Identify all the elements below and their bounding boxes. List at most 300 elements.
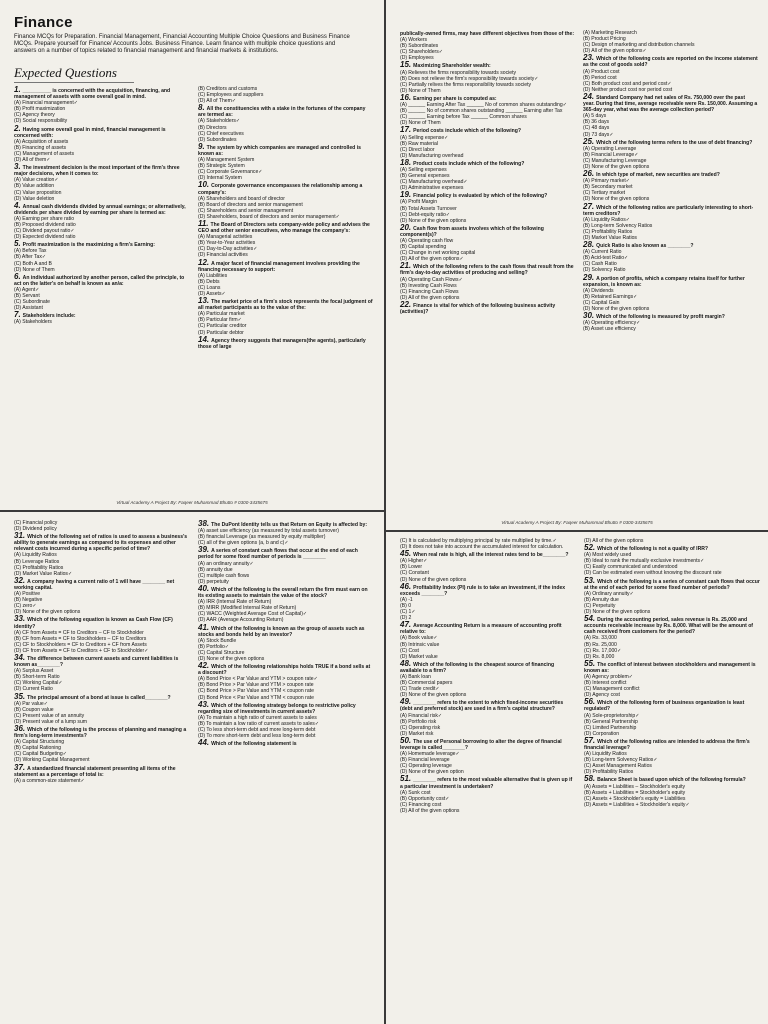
answer-option: (B) Assets + Liabilities = Stockholder's equity — [584, 789, 686, 796]
question-number: 52. — [584, 543, 596, 553]
question-item — [14, 762, 190, 784]
answer-option: (C) Operating leverage — [400, 763, 452, 770]
question-text: 47. Average Accounting Return is a measure of accounting profit relative to: — [400, 620, 562, 636]
answer-option: (C) Trade credit✓ — [400, 686, 440, 693]
question-item — [584, 699, 760, 737]
answer-option: (D) Dividend policy — [14, 526, 57, 533]
answer-option: (D) Rs. 8,000 — [584, 653, 615, 660]
question-number: 36. — [14, 724, 26, 733]
question-item — [198, 86, 374, 104]
answer-option: (A) Par value✓ — [14, 700, 48, 707]
document-page-3 — [0, 512, 384, 1024]
answer-option: (C) ______ Earning before Tax ______ Common shares — [400, 114, 527, 121]
answer-option: (D) All of the given options✓ — [583, 48, 647, 55]
answer-option: (B) Short-term Ratio — [14, 674, 60, 681]
question-text: 9. The system by which companies are managed and controlled is known as: — [198, 141, 361, 157]
answer-option: (C) Design of marketing and distribution channels — [583, 42, 695, 49]
answer-option: (D) Agency cost — [584, 692, 620, 699]
answer-option: (C) Capital Structure — [198, 649, 245, 656]
question-item — [198, 105, 374, 143]
answer-option: (B) Directors — [198, 124, 227, 131]
question-number: 34. — [14, 652, 26, 662]
question-number: 26. — [583, 169, 595, 179]
question-number: 44. — [198, 738, 210, 748]
answer-option: (B) Proposed dividend ratio — [14, 221, 76, 228]
question-text: 49. ________ refers to the extent to which fixed-income securities (debt and preferred stock) are used in a firm's capital structure? — [400, 697, 564, 713]
question-number: 42. — [198, 661, 210, 671]
question-item — [14, 241, 190, 272]
question-number: 25. — [583, 136, 595, 146]
answer-option: (D) None of the given options — [400, 576, 467, 583]
answer-option: (A) Capital Structuring — [14, 739, 65, 746]
answer-option: (A) Liabilities — [198, 272, 228, 279]
answer-option: (C) Chief executives — [198, 130, 244, 137]
question-item — [584, 776, 760, 807]
answer-option: (A) Particular market — [198, 311, 245, 318]
question-number: 28. — [583, 240, 595, 250]
answer-option: (C) Management conflict — [584, 686, 640, 693]
answer-option: (B) 36 days — [583, 119, 610, 126]
answer-option: (C) CF to Stockholders = CF to Creditors + CF from Assets — [14, 641, 147, 648]
answer-option: (B) Acid-test Ratio✓ — [583, 255, 629, 262]
question-item — [584, 735, 760, 776]
question-item — [14, 200, 190, 241]
question-text: 40. Which of the following is the overall return the firm must earn on its existing assets to maintain the value of the stock? — [198, 583, 368, 600]
answer-option: (A) Stock Bundle — [198, 637, 237, 644]
question-item — [400, 62, 575, 93]
answer-option: (D) None of the given options — [583, 306, 650, 313]
question-text: 57. Which of the following ratios are intended to address the firm's financial leverage? — [584, 735, 750, 751]
answer-option: (B) To maintain a low ratio of current assets to sales✓ — [198, 720, 320, 727]
answer-option: (B) Creditors and customs — [198, 86, 258, 92]
question-text: 51. ________ refers to the most valuable alternative that is given up if a particular investment is undertaken? — [400, 774, 573, 790]
answer-option: (C) Financial policy — [14, 520, 58, 526]
question-number: 55. — [584, 658, 596, 668]
question-item — [198, 547, 374, 585]
answer-option: (B) MIRR (Modified Internal Rate of Return) — [198, 605, 297, 612]
question-text: 21. Which of the following refers to the cash flows that result from the firm's day-to-day activities of producing and selling? — [400, 261, 574, 277]
answer-option: (B) Does not relieve the firm's responsibility towards society✓ — [400, 75, 539, 82]
question-item — [198, 699, 374, 740]
question-item — [583, 136, 758, 170]
page-title: Finance — [14, 14, 73, 31]
answer-option: (B) Particular firm✓ — [198, 317, 242, 324]
question-item — [14, 271, 190, 312]
answer-option: (A) Before Tax — [14, 248, 47, 255]
answer-option: (A) Managerial activities — [198, 234, 253, 241]
question-text: 58. Balance Sheet is based upon which of the following formula? — [584, 774, 746, 784]
answer-option: (B) Interest conflict — [584, 680, 627, 687]
answer-option: (D) None of the given options — [583, 196, 650, 203]
question-text: 7. Stakeholders include: — [14, 310, 76, 320]
answer-option: (A) Most widely used — [584, 552, 632, 559]
question-item — [198, 141, 374, 182]
answer-option: (D) Financial activities — [198, 252, 248, 259]
answer-option: (A) a common-size statement✓ — [14, 777, 85, 784]
question-text: 11. The Board of Directors sets company-wide policy and advises the CEO and other senior executives, who manage the company's: — [198, 218, 370, 235]
answer-option: (D) Internal System — [198, 175, 242, 182]
answer-option: (D) Employees — [400, 55, 434, 62]
answer-option: (A) Sunk cost — [400, 789, 431, 796]
answer-option: (C) Asset Management Ratios — [584, 763, 652, 770]
answer-option: (D) All of Them✓ — [198, 98, 237, 105]
answer-option: (D) Shareholders, board of directors and senior management✓ — [198, 213, 340, 220]
question-number: 8. — [198, 103, 205, 113]
answer-option: (B) Year-to-Year activities — [198, 240, 256, 247]
answer-option: (B) Raw material — [400, 140, 438, 147]
answer-option: (A) Relieves the firms responsibility towards society — [400, 69, 517, 76]
answer-option: (C) Partially relives the firms responsibility towards society — [400, 81, 532, 88]
answer-option: (C) Manufacturing Leverage — [583, 157, 647, 164]
question-number: 17. — [400, 125, 412, 135]
answer-option: (A) Acquisition of assets — [14, 138, 69, 145]
answer-option: (C) 48 days — [583, 125, 610, 132]
question-text: 14. Agency theory suggests that managers(the agents), particularly those of large — [198, 334, 366, 350]
answer-option: (D) Assets✓ — [198, 291, 226, 297]
question-item — [400, 157, 575, 192]
question-item — [400, 192, 575, 223]
question-number: 51. — [400, 774, 412, 784]
question-text: 35. The principal amount of a bond at issue is called________? — [14, 691, 171, 701]
answer-option: (C) Manufacturing overhead✓ — [400, 179, 468, 186]
question-number: 47. — [400, 620, 412, 630]
question-item — [198, 740, 374, 747]
answer-option: (C) Financing Cash Flows — [400, 288, 459, 295]
answer-option: (C) all of the given options (a, b and c)✓ — [198, 540, 289, 547]
answer-option: (A) Surplus Asset — [14, 668, 54, 675]
intro-paragraph: Finance MCQs for Preparation. Financial Management, Financial Accounting Multiple Choice Questions and Business Finance MCQs. Prepare yourself for Finance/ Accounts Jobs. Business Finance. Learn finance with multiple choice questions and answers on a number of topics related to financial management and financial markets & institutions. — [14, 34, 350, 54]
question-item — [400, 735, 576, 776]
question-number: 58. — [584, 774, 596, 784]
answer-option: (C) multiple cash flows — [198, 572, 250, 579]
column-right — [198, 86, 374, 350]
answer-option: (A) Operating Cash Flows✓ — [400, 276, 463, 283]
question-text: 25. Which of the following terms refers to the use of debt financing? — [583, 136, 753, 146]
question-item — [400, 263, 575, 301]
answer-option: (C) Perpetuity — [584, 602, 616, 609]
question-text: 19. Financial policy is evaluated by which of the following? — [400, 190, 548, 200]
column-left — [14, 520, 190, 784]
answer-option: (B) Coupon value — [14, 706, 54, 713]
answer-option: (B) Portfolio✓ — [198, 643, 230, 650]
answer-option: (A) IRR (Internal Rate of Return) — [198, 599, 272, 606]
answer-option: (A) Selling expense✓ — [400, 134, 449, 141]
answer-option: (C) Both product cost and period cost✓ — [583, 80, 672, 87]
answer-option: (C) Capital Budgeting✓ — [14, 751, 67, 758]
question-item — [584, 658, 760, 699]
question-text: 45. When real rate is high, all the interest rates tend to be________? — [400, 549, 569, 559]
answer-option: (D) To more short-term debt and less long-term debt — [198, 733, 316, 740]
answer-option: (A) Dividends — [583, 287, 614, 294]
answer-option: (A) Earning per share ratio — [14, 215, 75, 222]
answer-option: (A) To maintain a high ratio of current assets to sales — [198, 714, 317, 721]
question-text: 38. The DuPont Identity tells us that Return on Equity is affected by: — [198, 519, 368, 528]
section-header: Expected Questions — [14, 65, 134, 83]
question-item — [583, 201, 758, 242]
question-item — [400, 551, 576, 582]
question-text: 43. Which of the following strategy belongs to restrictive policy regarding size of investments in current assets? — [198, 699, 356, 715]
answer-option: (D) Subordinates — [198, 136, 237, 143]
answer-option: (C) To less short-term debt and more long-term debt — [198, 727, 316, 733]
answer-option: (A) asset use efficiency (as measured by total assets turnover) — [198, 528, 339, 535]
question-text: 28. Quick Ratio is also known as ________? — [583, 240, 694, 250]
question-number: 24. — [583, 91, 595, 101]
answer-option: (D) Expected dividend ratio — [14, 234, 76, 241]
answer-option: (A) Stakeholders — [14, 319, 52, 326]
answer-option: (B) Financial Leverage✓ — [583, 151, 639, 158]
answer-option: (B) General Partnership — [584, 718, 638, 725]
answer-option: (D) None of the given options — [198, 655, 265, 662]
answer-option: (B) financial Leverage (as measured by equity multiplier) — [198, 534, 326, 541]
answer-option: (D) Market Value Ratios✓ — [14, 570, 73, 577]
answer-option: (D) 2 — [400, 615, 412, 622]
answer-option: (B) Leverage Ratios — [14, 558, 60, 565]
answer-option: (D) Manufacturing overhead — [400, 152, 464, 159]
question-item — [583, 171, 758, 202]
answer-option: (D) Working Capital Management — [14, 757, 90, 764]
question-number: 56. — [584, 697, 596, 707]
question-number: 30. — [583, 311, 595, 321]
answer-option: (C) Direct labor — [400, 146, 435, 153]
answer-option: (B) annuity due — [198, 566, 233, 573]
answer-option: (B) Commercial papers — [400, 680, 453, 687]
page-footer: Virtual Academy A Project By: Faqeer Muhammad Bhutto # 0300-3435675 — [116, 500, 268, 505]
question-number: 38. — [198, 519, 210, 528]
answer-option: (C) Dividend payout ratio✓ — [14, 228, 75, 235]
question-item — [583, 55, 758, 93]
answer-option: (B) Investing Cash Flows — [400, 282, 457, 289]
question-columns — [14, 86, 374, 350]
question-item — [198, 298, 374, 336]
answer-option: (D) None of the given options — [14, 609, 81, 616]
question-text: 56. Which of the following form of business organization is least regulated? — [584, 697, 745, 713]
answer-option: (C) Corporate Governance✓ — [198, 169, 263, 176]
question-item — [400, 699, 576, 737]
question-item — [14, 691, 190, 725]
answer-option: (D) Particular debtor — [198, 329, 244, 336]
question-item — [198, 663, 374, 701]
answer-option: (C) Financing cost — [400, 801, 442, 808]
answer-option: (A) Positive — [14, 591, 41, 598]
answer-option: (D) perpetuity — [198, 578, 229, 585]
question-item — [583, 313, 758, 332]
question-item — [198, 218, 374, 259]
question-item — [584, 575, 760, 616]
question-number: 15. — [400, 60, 412, 70]
question-item — [14, 87, 190, 125]
question-text: 23. Which of the following costs are reported on the income statement as the cost of goods sold? — [583, 53, 758, 69]
answer-option: (A) Agent✓ — [14, 286, 40, 293]
answer-option: (A) Homemade leverage✓ — [400, 751, 460, 758]
answer-option: (D) 73 days✓ — [583, 131, 614, 138]
question-text: 13. The market price of a firm's stock represents the focal judgment of all market participants as to the value of the: — [198, 296, 373, 312]
answer-option: (B) Portfolio risk — [400, 718, 437, 725]
answer-option: (A) Financial management✓ — [14, 100, 79, 107]
answer-option: (A) Agency problem✓ — [584, 673, 633, 680]
question-text: 37. A standardized financial statement presenting all items of the statement as a percentage of total is: — [14, 762, 176, 778]
question-number: 57. — [584, 735, 596, 745]
answer-option: (A) Liquidity Ratios — [14, 552, 57, 559]
question-text: 2. Having some overall goal in mind, financial management is concerned with: — [14, 123, 166, 139]
answer-option: (D) Social responsibility — [14, 118, 68, 125]
question-item — [198, 182, 374, 220]
question-text: 20. Cash flow from assets involves which of the following component(s)? — [400, 222, 544, 238]
answer-option: (D) None of the given option — [400, 769, 464, 776]
question-text: 27. Which of the following ratios are particularly interesting to short-term creditors? — [583, 201, 754, 217]
column-left — [400, 30, 575, 332]
document-page-1 — [0, 0, 384, 510]
question-item — [14, 616, 190, 654]
question-number: 3. — [14, 162, 21, 172]
answer-option: (A) Stakeholders✓ — [198, 118, 241, 125]
answer-option: (A) 5 days — [583, 113, 607, 120]
question-text: 29. A portion of profits, which a company retains itself for further expansion, is known as: — [583, 272, 745, 288]
answer-option: (B) Ideal to rank the mutually exclusive investments✓ — [584, 558, 705, 565]
answer-option: (D) Present value of a lump sum — [14, 718, 88, 725]
question-text: 44. Which of the following statement is — [198, 738, 297, 748]
question-item — [400, 658, 576, 699]
question-number: 35. — [14, 691, 26, 701]
answer-option: (B) Profit maximization — [14, 106, 66, 113]
answer-option: (D) It does not take into account the accumulated interest for calculation. — [400, 544, 564, 551]
answer-option: (B) Servant — [14, 293, 40, 299]
answer-option: (A) Higher✓ — [400, 558, 428, 565]
answer-option: (D) Profitability Ratios — [584, 769, 634, 776]
question-number: 1. — [14, 85, 21, 94]
column-left — [400, 538, 576, 814]
answer-option: (C) Present value of an annuity — [14, 712, 85, 719]
question-text: 42. Which of the following relationships holds TRUE if a bond sells at a discount? — [198, 661, 371, 677]
question-item — [14, 520, 190, 532]
answer-option: (B) Retained Earnings✓ — [583, 293, 638, 300]
answer-option: (D) All of the given options — [400, 807, 460, 814]
question-item — [14, 575, 190, 616]
question-number: 18. — [400, 157, 412, 167]
question-number: 46. — [400, 581, 412, 591]
answer-option: (B) ______ No of common shares outstanding ______ Earning after Tax — [400, 108, 563, 115]
answer-option: (C) Operating risk — [400, 724, 441, 731]
answer-option: (C) Assets + Stockholder's equity = Liabilities — [584, 795, 686, 802]
answer-option: (D) None of Them — [400, 120, 441, 127]
answer-option: (A) Primary market✓ — [583, 178, 631, 185]
question-text: 8. All the constituencies with a stake in the fortunes of the company are termed as: — [198, 103, 366, 119]
column-right — [198, 520, 374, 784]
question-number: 40. — [198, 583, 210, 593]
question-item — [14, 312, 190, 325]
question-item — [198, 521, 374, 546]
answer-option: (C) Both A and B — [14, 260, 52, 267]
question-number: 7. — [14, 310, 21, 320]
answer-option: (D) None of the given options — [583, 163, 650, 170]
question-number: 11. — [198, 218, 209, 228]
answer-option: (C) Debt-equity ratio✓ — [400, 211, 451, 218]
answer-option: (A) Product cost — [583, 68, 620, 75]
question-text: 50. The use of Personal borrowing to alter the degree of financial leverage is called________? — [400, 735, 562, 751]
answer-option: (A) Bond Price < Par Value and YTM > coupon rate✓ — [198, 676, 318, 683]
answer-option: (B) Bond Price > Par Value and YTM > coupon rate — [198, 682, 314, 689]
question-text: 39. A series of constant cash flows that occur at the end of each period for some fixed number of periods is ________ — [198, 545, 358, 561]
answer-option: (B) General expenses — [400, 173, 450, 180]
page-footer: Virtual Academy A Project By: Faqeer Muhammad Bhutto # 0300-3435675 — [501, 520, 653, 525]
answer-option: (A) Liquidity Ratios — [584, 751, 627, 758]
answer-option: (C) Subordinate — [14, 299, 50, 306]
question-text: 5. Profit maximization is the maximizing a firm's Earning: — [14, 239, 155, 249]
question-number: 21. — [400, 261, 412, 271]
answer-option: (D) Corporation — [584, 730, 620, 737]
answer-option: (C) Limited Partnership — [584, 724, 637, 731]
answer-option: (B) Lower — [400, 564, 423, 571]
question-number: 37. — [14, 762, 26, 772]
question-number: 23. — [583, 53, 595, 63]
question-item — [198, 257, 374, 298]
answer-option: (B) Period cost — [583, 74, 617, 81]
answer-option: (A) ______ Earning After Tax ______ No of common shares outstanding✓ — [400, 102, 567, 109]
question-item — [14, 164, 190, 202]
question-text: 36. Which of the following is the process of planning and managing a firm's long-term investments? — [14, 724, 187, 740]
answer-option: (B) Long-term Solvency Ratios — [583, 222, 653, 229]
question-text: 24. Standard Company had net sales of Rs. 750,000 over the past year. During that time, average receivable were Rs. 150,000. Assuming a 365-day year, what was the average collection period? — [583, 91, 758, 114]
question-text: 54. During the accounting period, sales revenue is Rs. 25,000 and accounts receivable increase by Rs. 8,000. What will be the amount of cash received from customers for the period? — [584, 614, 753, 636]
question-number: 9. — [198, 141, 205, 151]
answer-option: (C) zero✓ — [14, 603, 37, 610]
answer-option: (A) Operating efficiency✓ — [583, 320, 641, 327]
answer-option: (D) Solvency Ratio — [583, 267, 626, 274]
question-text: 32. A company having a current ratio of 1 will have ________ net working capital. — [14, 575, 175, 591]
answer-option: (B) Strategic System — [198, 163, 245, 170]
question-number: 4. — [14, 200, 21, 210]
answer-option: (C) Working Capital✓ — [14, 680, 63, 687]
answer-option: (D) CF from Assets = CF to Creditors + CF to Stockholder✓ — [14, 647, 149, 654]
answer-option: (B) Asset use efficiency — [583, 326, 636, 333]
answer-option: (B) Capital spending — [400, 244, 447, 251]
answer-option: (C) Shareholders and senior management — [198, 207, 294, 214]
question-item — [584, 616, 760, 660]
answer-option: (D) Current Ratio — [14, 686, 53, 693]
answer-option: (D) All of the given options✓ — [400, 256, 464, 263]
document-page-4 — [386, 532, 768, 1024]
answer-option: (A) an ordinary annuity✓ — [198, 560, 254, 567]
question-number: 2. — [14, 123, 21, 133]
question-item — [400, 127, 575, 158]
answer-option: (A) Marketing Research — [583, 30, 637, 36]
answer-option: (B) Rs. 25,000 — [584, 641, 617, 648]
question-columns — [400, 538, 760, 814]
question-number: 14. — [198, 334, 210, 344]
question-text: 55. The conflict of interest between stockholders and management is known as: — [584, 658, 756, 674]
question-number: 16. — [400, 92, 412, 102]
question-item — [583, 242, 758, 273]
answer-option: (B) Financing of assets — [14, 144, 67, 151]
question-number: 50. — [400, 735, 412, 745]
answer-option: (C) Profitability Ratios — [14, 564, 64, 571]
question-number: 13. — [198, 296, 210, 306]
answer-option: (B) Board of directors and senior management — [198, 201, 303, 208]
question-text: 1. __________ is concerned with the acquisition, financing, and management of assets with some overall goal in mind. — [14, 85, 171, 101]
answer-option: (A) Liquidity Ratios✓ — [583, 216, 631, 223]
answer-option: (A) Operating Leverage — [583, 145, 637, 152]
answer-option: (A) Profit Margin — [400, 199, 438, 206]
answer-option: (D) Market Value Ratios — [583, 235, 637, 241]
question-text: 33. Which of the following equation is known as Cash Flow (CF) identity? — [14, 614, 173, 630]
question-text: 3. The investment decision is the most important of the firm's three major decisions, when it comes to: — [14, 162, 180, 178]
question-item — [198, 334, 374, 350]
question-item — [400, 538, 576, 550]
question-item — [400, 31, 575, 61]
answer-option: (C) Profitability Ratios — [583, 228, 633, 235]
answer-option: (A) -1 — [400, 596, 413, 603]
answer-option: (C) 1✓ — [400, 609, 416, 616]
question-item — [14, 533, 190, 577]
